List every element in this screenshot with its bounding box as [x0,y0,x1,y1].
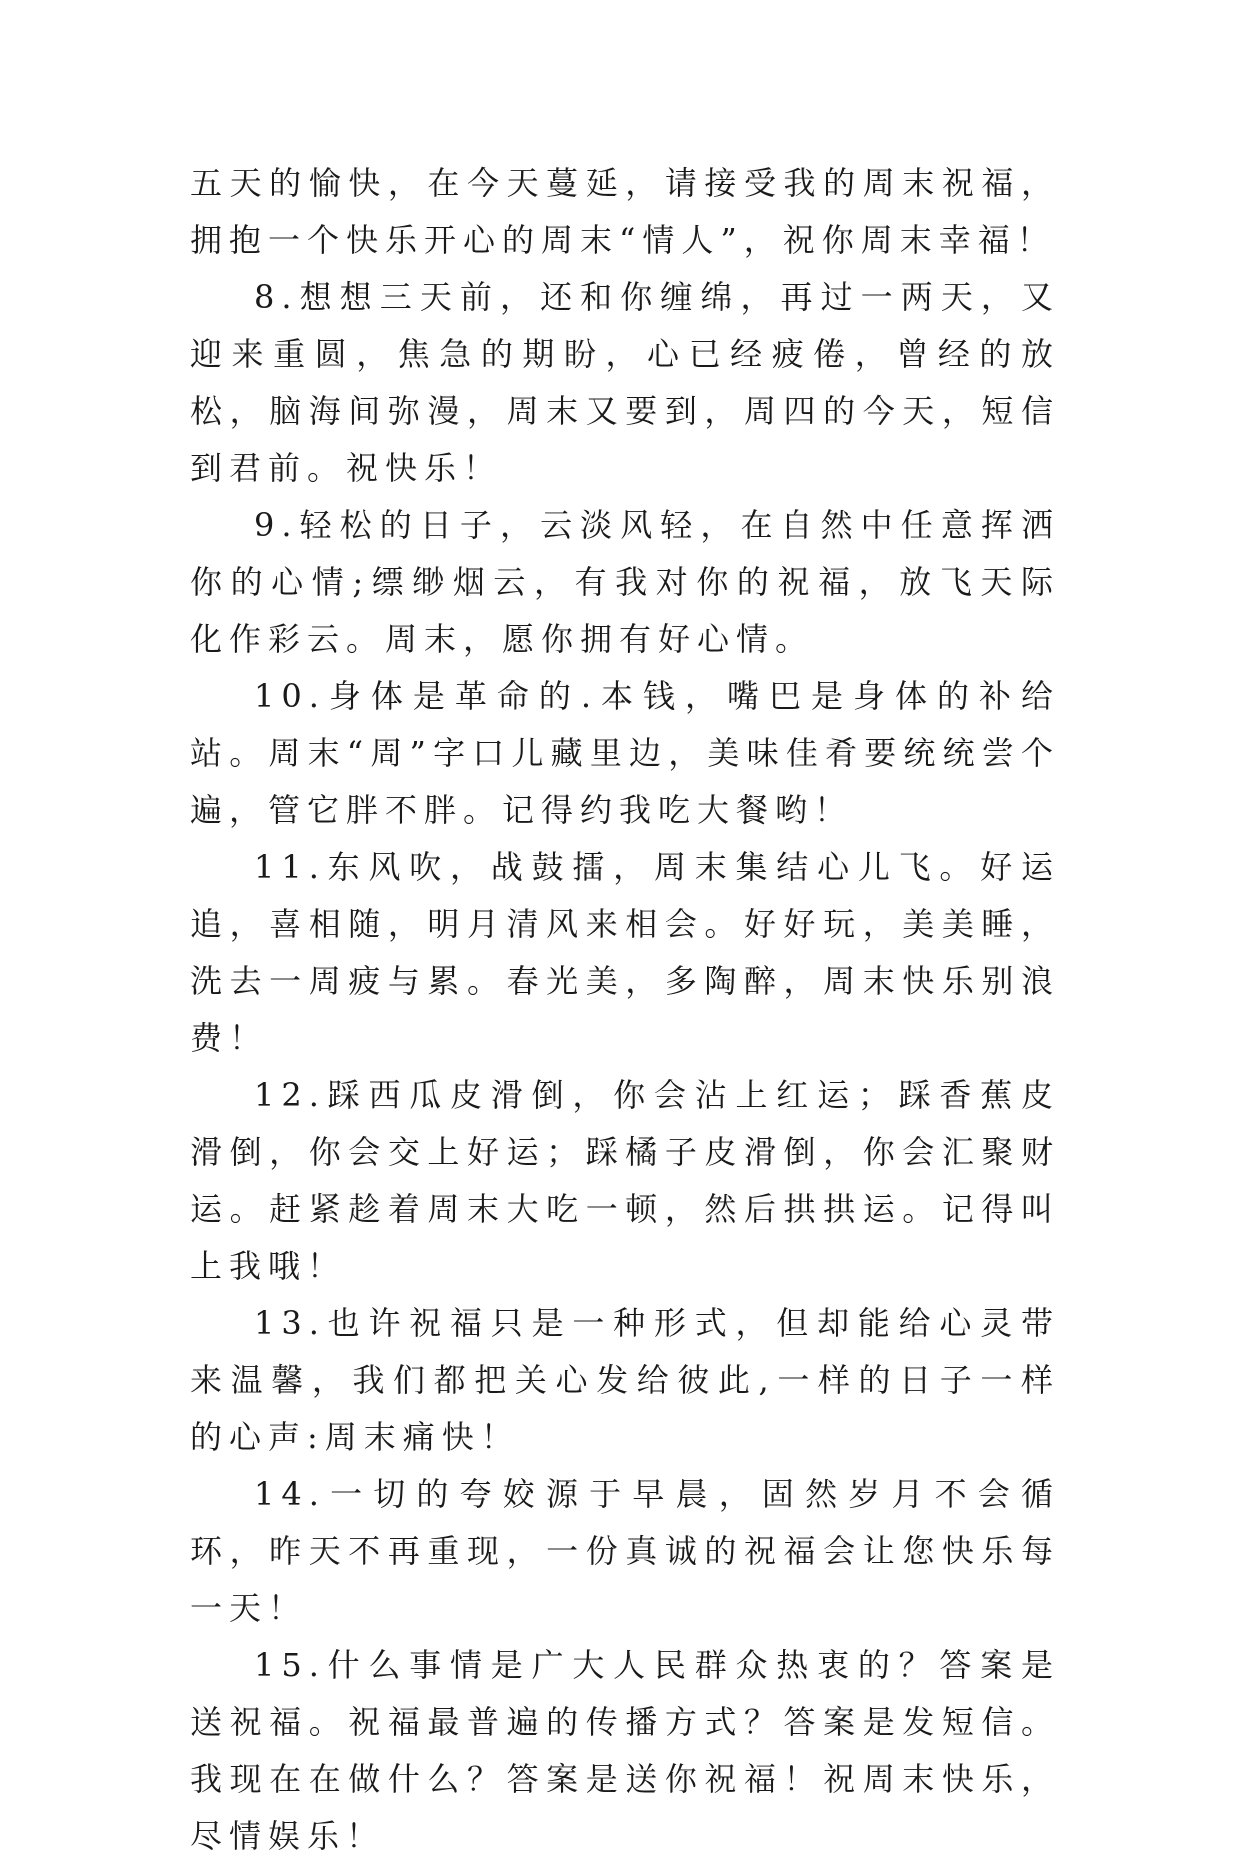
paragraph-15: 15.什么事情是广大人民群众热衷的？答案是送祝福。祝福最普遍的传播方式？答案是发短信。我现在在做什么？答案是送你祝福！祝周末快乐，尽情娱乐！ [190,1646,1060,1855]
document-body [190,155,1060,1865]
paragraph-11: 11.东风吹，战鼓擂，周末集结心儿飞。好运追，喜相随，明月清风来相会。好好玩，美美睡，洗去一周疲与累。春光美，多陶醉，周末快乐别浪费！ [190,848,1060,1057]
paragraph-7-continuation: 五天的愉快，在今天蔓延，请接受我的周末祝福，拥抱一个快乐开心的周末“情人”，祝你周末幸福！ [190,164,1060,259]
paragraph-14: 14.一切的夸姣源于早晨，固然岁月不会循环，昨天不再重现，一份真诚的祝福会让您快乐每一天！ [190,1475,1060,1627]
paragraph-13: 13.也许祝福只是一种形式，但却能给心灵带来温馨，我们都把关心发给彼此,一样的日子一样的心声:周末痛快！ [190,1304,1060,1456]
paragraph-9: 9.轻松的日子，云淡风轻，在自然中任意挥洒你的心情;缥缈烟云，有我对你的祝福，放飞天际化作彩云。周末，愿你拥有好心情。 [190,506,1060,658]
paragraph-8: 8.想想三天前，还和你缠绵，再过一两天，又迎来重圆，焦急的期盼，心已经疲倦，曾经的放松，脑海间弥漫，周末又要到，周四的今天，短信到君前。祝快乐！ [190,278,1060,487]
paragraph-12: 12.踩西瓜皮滑倒，你会沾上红运；踩香蕉皮滑倒，你会交上好运；踩橘子皮滑倒，你会汇聚财运。赶紧趁着周末大吃一顿，然后拱拱运。记得叫上我哦！ [190,1076,1060,1285]
paragraph-10: 10.身体是革命的.本钱，嘴巴是身体的补给站。周末“周”字口儿藏里边，美味佳肴要统统尝个遍，管它胖不胖。记得约我吃大餐哟！ [190,677,1060,829]
